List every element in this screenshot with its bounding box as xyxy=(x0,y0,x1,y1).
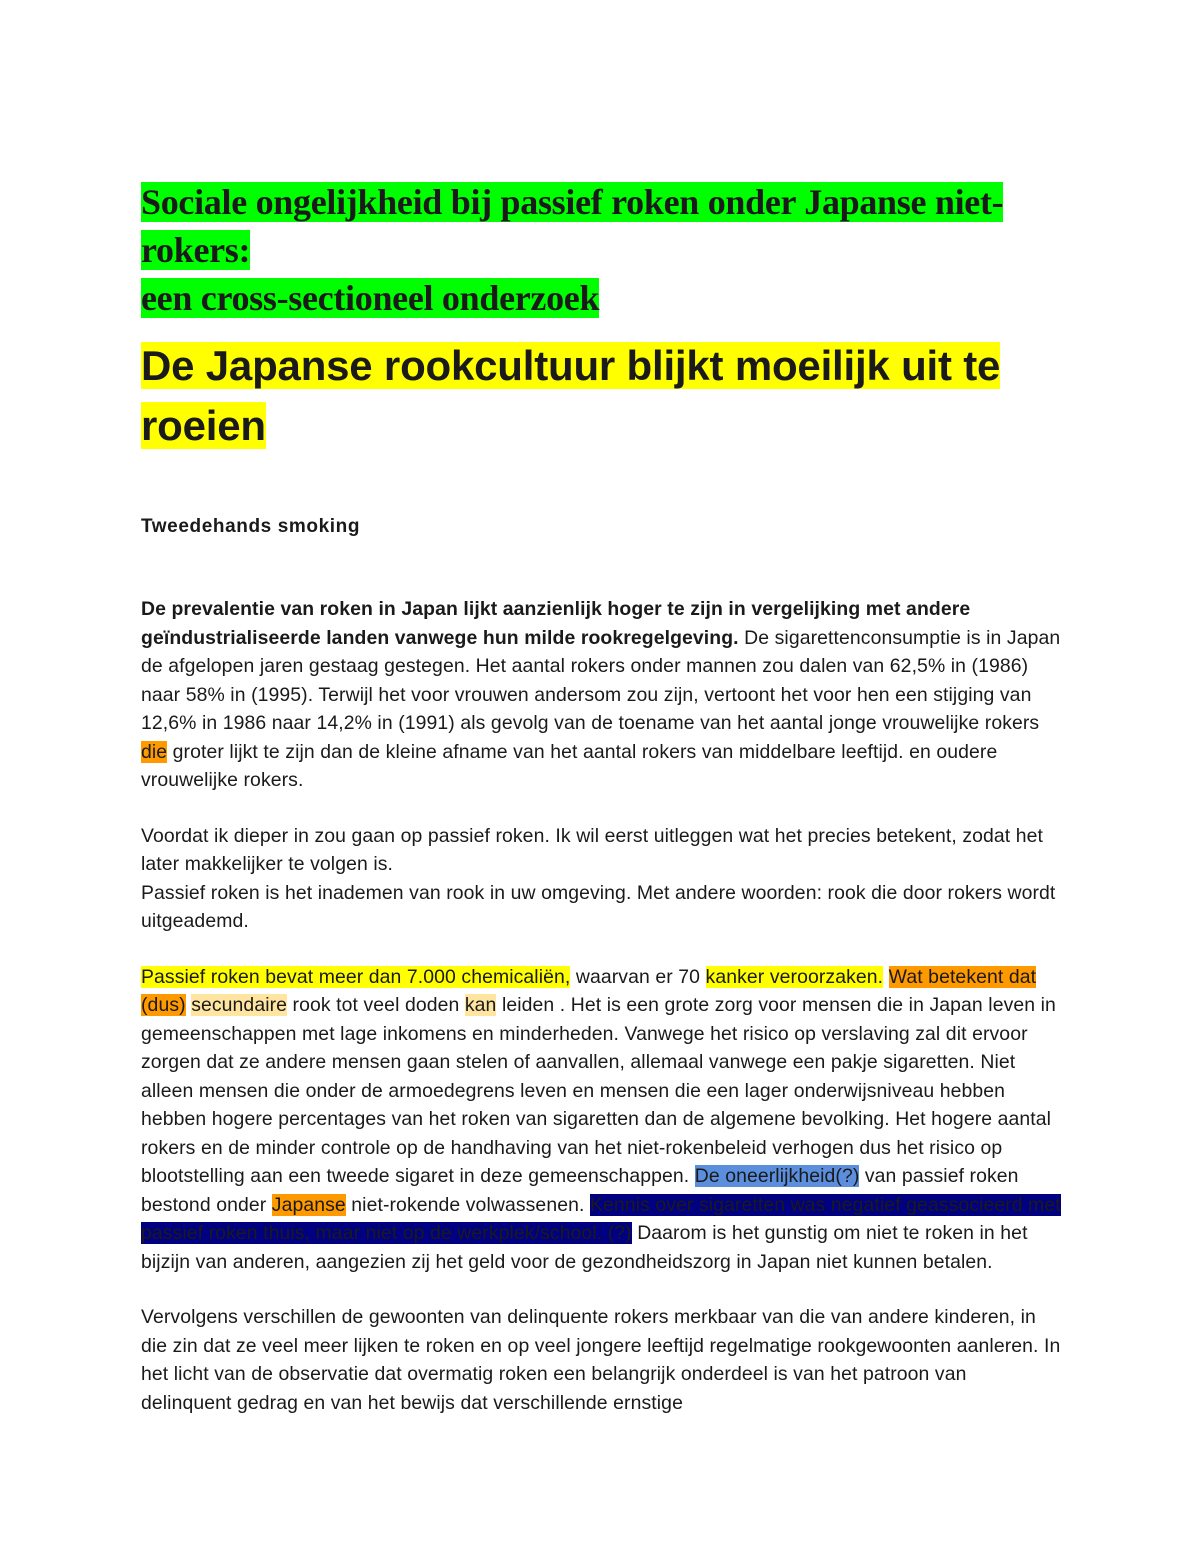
highlight-orange: Japanse xyxy=(271,1193,346,1216)
document-title xyxy=(141,178,1061,322)
text-run: Daarom is het gunstig om niet te roken in het bijzijn van anderen, aangezien zij het geld voor de gezondheidszorg in Japan niet kunnen betalen. xyxy=(141,1222,1028,1273)
document-page xyxy=(141,178,1061,1417)
text-run: leiden . Het is een grote zorg voor mensen die in Japan leven in gemeenschappen met lage inkomens en minderheden. Vanwege het risico op verslaving zal dit ervoor zorgen dat ze andere mensen gaan stelen of aanvallen, allemaal vanwege een pakje sigaretten. Niet alleen mensen die onder de armoedegrens leven en mensen die een lager onderwijsniveau hebben hebben hogere percentages van het roken van sigaretten dan de algemene bevolking. Het hogere aantal rokers en de minder controle op de handhaving van het niet-rokenbeleid verhogen dus het risico op blootstelling aan een tweede sigaret in deze gemeenschappen. xyxy=(141,994,1056,1187)
paragraph-definition xyxy=(141,822,1061,936)
text-run: Voordat ik dieper in zou gaan op passief roken. Ik wil eerst uitleggen wat het precies betekent, zodat het later makkelijker te volgen is. xyxy=(141,824,1044,875)
highlight-blue: De oneerlijkheid(?) xyxy=(694,1165,860,1187)
highlight-orange: die xyxy=(141,740,168,763)
paragraph-chemicals xyxy=(141,963,1061,1277)
text-run: van passief roken bestond onder xyxy=(141,1165,1019,1216)
paragraph-lead-bold: De prevalentie van roken in Japan lijkt aanzienlijk hoger te zijn in vergelijking met andere geïndustrialiseerde landen vanwege hun milde rookregelgeving. xyxy=(141,598,971,649)
text-run: waarvan er 70 xyxy=(570,965,706,988)
text-run: groter lijkt te zijn dan de kleine afname van het aantal rokers van middelbare leeftijd. en oudere vrouwelijke rokers. xyxy=(141,740,998,791)
text-run: De sigarettenconsumptie is in Japan de afgelopen jaren gestaag gestegen. Het aantal rokers onder mannen zou dalen van 62,5% in (1986) naar 58% in (1995). Terwijl het voor vrouwen andersom zou zijn, vertoont het voor hen een stijging van 12,6% in 1986 naar 14,2% in (1991) als gevolg van de toename van het aantal jonge vrouwelijke rokers xyxy=(141,626,1061,734)
paragraph-prevalence xyxy=(141,595,1061,795)
paragraph-delinquent: Vervolgens verschillen de gewoonten van delinquente rokers merkbaar van die van andere kinderen, in die zin dat ze veel meer lijken te roken en op veel jongere leeftijd regelmatige rookgewoonten aanleren. In het licht van de observatie dat overmatig roken een belangrijk onderdeel is van het patroon van delinquent gedrag en van het bewijs dat verschillende ernstige xyxy=(141,1306,1061,1414)
highlight-light-orange: secundaire xyxy=(191,994,288,1016)
title-line-1: Sociale ongelijkheid bij passief roken onder Japanse niet-rokers: xyxy=(141,182,1004,270)
text-run xyxy=(883,966,889,988)
highlight-yellow: kanker veroorzaken. xyxy=(705,965,884,988)
section-heading: Tweedehands smoking xyxy=(141,516,361,537)
subtitle-line-1: De Japanse rookcultuur blijkt moeilijk uit te xyxy=(141,342,1001,389)
title-line-2: een cross-sectioneel onderzoek xyxy=(141,278,600,318)
text-run: rook tot veel doden xyxy=(287,994,465,1016)
document-subtitle xyxy=(141,336,1061,456)
highlight-orange: Wat betekent dat (dus) xyxy=(141,965,1037,1016)
text-run: Passief roken is het inademen van rook in uw omgeving. Met andere woorden: rook die door rokers wordt uitgeademd. xyxy=(141,881,1056,932)
text-run: niet-rokende volwassenen. xyxy=(345,1193,590,1216)
highlight-light-orange: kan xyxy=(464,994,497,1016)
highlight-navy: Kennis over sigaretten was negatief geassocieerd met passief roken thuis, maar niet op de werkplek/school. (?) xyxy=(141,1193,1061,1244)
subtitle-line-2: roeien xyxy=(141,402,266,449)
highlight-yellow: Passief roken bevat meer dan 7.000 chemicaliën, xyxy=(141,965,571,988)
